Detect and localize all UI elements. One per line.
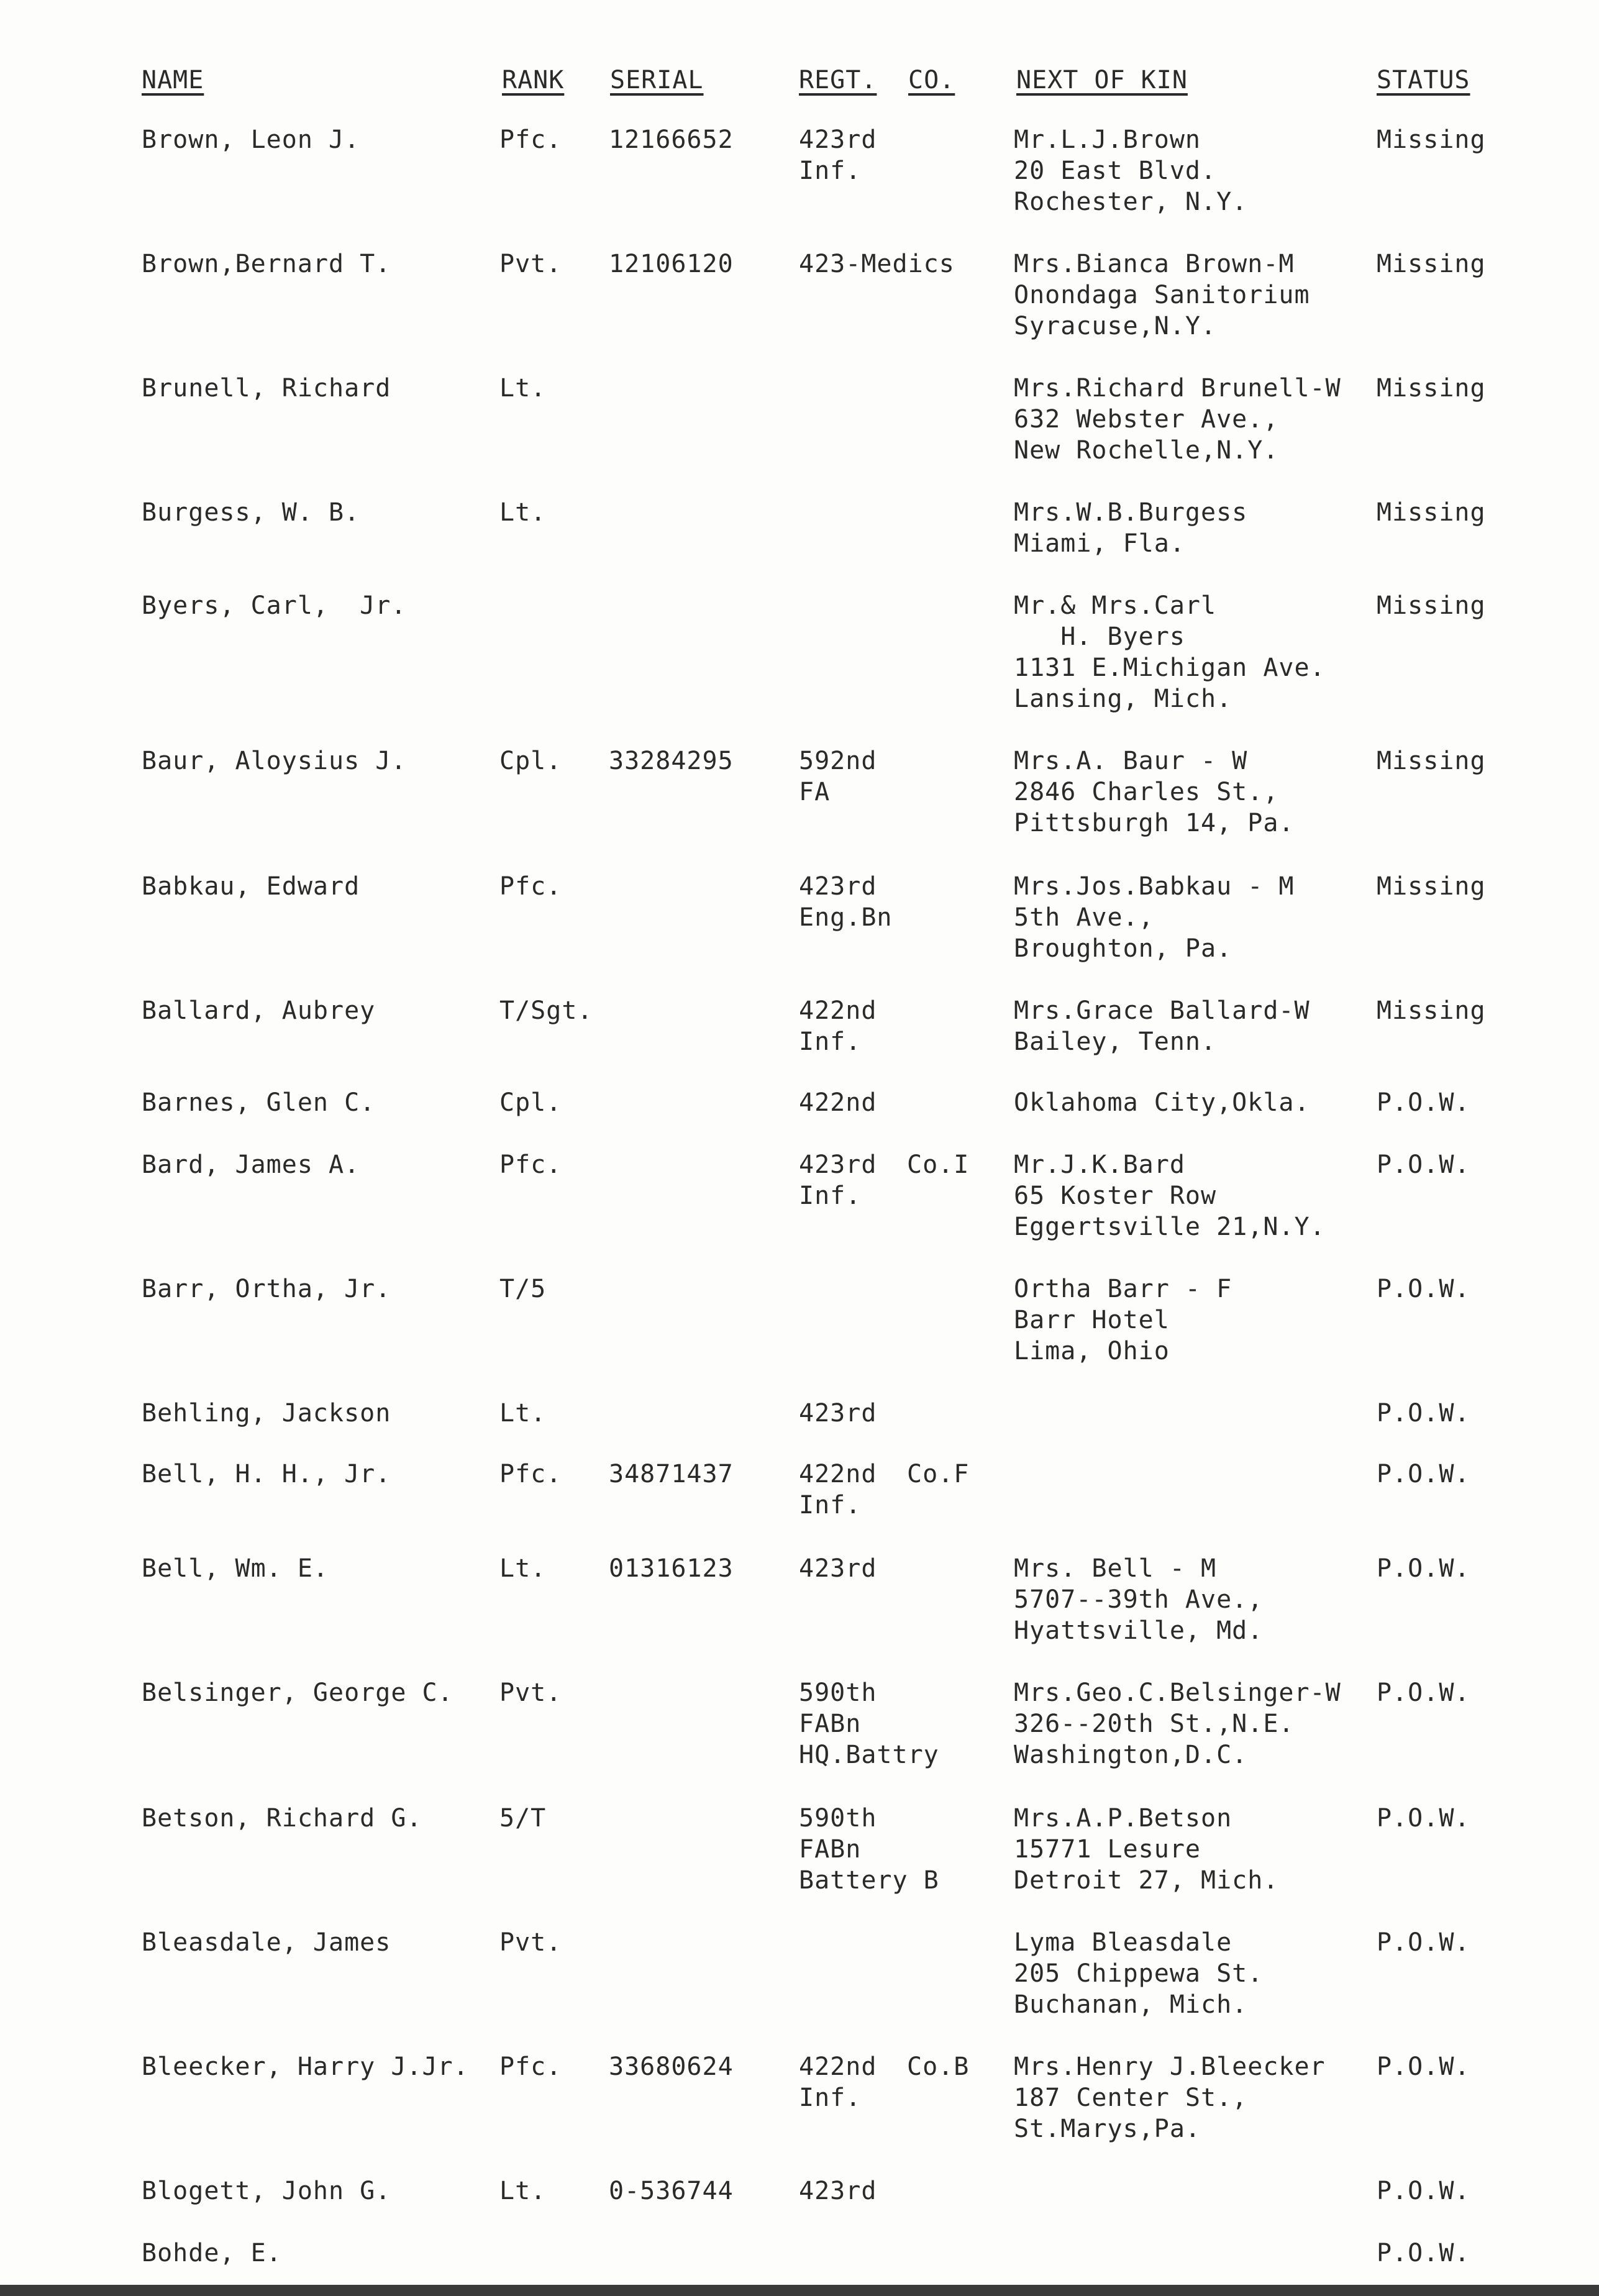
cell-rank: Lt. (499, 498, 547, 527)
header-serial: SERIAL (610, 66, 704, 94)
cell-rank: Lt. (499, 2177, 547, 2205)
cell-next-of-kin-line: Mrs.Richard Brunell-W (1014, 374, 1341, 403)
cell-rank: Lt. (499, 374, 547, 403)
cell-next-of-kin-line: Mrs. Bell - M (1014, 1554, 1217, 1583)
header-status: STATUS (1377, 66, 1470, 94)
cell-status: Missing (1377, 591, 1486, 620)
cell-status: P.O.W. (1377, 1150, 1470, 1179)
cell-name: Bell, Wm. E. (142, 1554, 329, 1583)
cell-status: Missing (1377, 747, 1486, 775)
cell-next-of-kin-line: 1131 E.Michigan Ave. (1014, 654, 1326, 682)
cell-regt-line: Eng.Bn (799, 903, 893, 932)
cell-regt-line: 422nd (799, 1088, 877, 1117)
cell-status: P.O.W. (1377, 2052, 1470, 2081)
cell-rank: Pfc. (499, 2052, 562, 2081)
header-rank: RANK (502, 66, 565, 94)
cell-name: Bard, James A. (142, 1150, 360, 1179)
cell-regt (799, 2175, 877, 2207)
cell-next-of-kin (1014, 497, 1247, 559)
cell-regt (799, 1459, 877, 1521)
cell-name: Bleasdale, James (142, 1928, 391, 1957)
cell-next-of-kin-line: 326--20th St.,N.E. (1014, 1710, 1295, 1738)
cell-serial: 01316123 (609, 1554, 734, 1583)
header-regt: REGT. (799, 66, 877, 94)
cell-regt-line: Inf. (799, 1027, 862, 1056)
cell-next-of-kin (1014, 2051, 1326, 2144)
cell-serial: 33284295 (609, 747, 734, 775)
cell-next-of-kin (1014, 1273, 1232, 1367)
cell-next-of-kin-line: 205 Chippewa St. (1014, 1959, 1264, 1988)
cell-regt-line: 423rd (799, 1150, 877, 1179)
cell-rank: Pfc. (499, 1150, 562, 1179)
cell-regt (799, 248, 955, 280)
cell-rank: Pvt. (499, 1928, 562, 1957)
cell-rank: Cpl. (499, 1088, 562, 1117)
cell-name: Blogett, John G. (142, 2177, 391, 2205)
cell-regt (799, 871, 893, 933)
cell-regt (799, 1087, 877, 1118)
cell-next-of-kin (1014, 590, 1326, 714)
cell-name: Byers, Carl, Jr. (142, 591, 407, 620)
cell-next-of-kin-line: 2846 Charles St., (1014, 778, 1279, 806)
header-next-of-kin: NEXT OF KIN (1016, 66, 1188, 94)
cell-regt-line: 423rd (799, 1399, 877, 1428)
cell-name: Brown, Leon J. (142, 125, 360, 154)
cell-status: P.O.W. (1377, 1460, 1470, 1488)
cell-next-of-kin-line: Mr.L.J.Brown (1014, 125, 1201, 154)
cell-name: Baur, Aloysius J. (142, 747, 407, 775)
cell-next-of-kin-line: Mrs.A. Baur - W (1014, 747, 1248, 775)
cell-name: Bell, H. H., Jr. (142, 1460, 391, 1488)
cell-next-of-kin-line: Syracuse,N.Y. (1014, 312, 1217, 340)
cell-rank: Lt. (499, 1554, 547, 1583)
cell-serial: 34871437 (609, 1460, 734, 1488)
cell-regt-line: Inf. (799, 1491, 862, 1519)
cell-next-of-kin-line: Mrs.A.P.Betson (1014, 1804, 1232, 1833)
cell-regt (799, 745, 877, 808)
cell-regt-line: FABn (799, 1835, 862, 1864)
cell-rank: Pfc. (499, 125, 562, 154)
cell-next-of-kin-line: Mrs.W.B.Burgess (1014, 498, 1248, 527)
cell-serial: 12106120 (609, 250, 734, 278)
cell-name: Betson, Richard G. (142, 1804, 422, 1833)
cell-next-of-kin-line: Washington,D.C. (1014, 1741, 1248, 1769)
cell-status: Missing (1377, 872, 1486, 901)
cell-next-of-kin (1014, 1087, 1310, 1118)
cell-regt (799, 1803, 939, 1896)
cell-regt (799, 1677, 939, 1770)
cell-regt-line: Inf. (799, 2084, 862, 2112)
cell-next-of-kin (1014, 248, 1310, 342)
cell-next-of-kin-line: Broughton, Pa. (1014, 934, 1232, 963)
cell-next-of-kin-line: 632 Webster Ave., (1014, 405, 1279, 434)
cell-status: Missing (1377, 374, 1486, 403)
cell-next-of-kin-line: Eggertsville 21,N.Y. (1014, 1213, 1326, 1241)
cell-regt-line: 423rd (799, 1554, 877, 1583)
cell-regt-line: 592nd (799, 747, 877, 775)
cell-rank: Pfc. (499, 1460, 562, 1488)
cell-status: P.O.W. (1377, 1679, 1470, 1707)
cell-next-of-kin (1014, 1927, 1263, 2020)
cell-status: P.O.W. (1377, 1804, 1470, 1833)
cell-next-of-kin-line: 187 Center St., (1014, 2084, 1248, 2112)
cell-next-of-kin (1014, 1803, 1278, 1896)
cell-next-of-kin-line: Mrs.Henry J.Bleecker (1014, 2052, 1326, 2081)
cell-rank: Cpl. (499, 747, 562, 775)
cell-regt-line: 590th (799, 1804, 877, 1833)
cell-regt-line: 423rd (799, 872, 877, 901)
cell-co: Co.I (907, 1150, 970, 1179)
cell-next-of-kin-line: New Rochelle,N.Y. (1014, 436, 1279, 465)
cell-next-of-kin-line: 15771 Lesure (1014, 1835, 1201, 1864)
cell-rank: Pfc. (499, 872, 562, 901)
cell-next-of-kin (1014, 1149, 1326, 1242)
cell-regt-line: Battery B (799, 1866, 939, 1895)
cell-next-of-kin-line: Mr.& Mrs.Carl (1014, 591, 1217, 620)
cell-regt-line: 590th (799, 1679, 877, 1707)
cell-name: Burgess, W. B. (142, 498, 360, 527)
cell-regt-line: 422nd (799, 1460, 877, 1488)
cell-next-of-kin-line: Miami, Fla. (1014, 529, 1185, 558)
cell-name: Ballard, Aubrey (142, 996, 376, 1025)
cell-next-of-kin-line: Barr Hotel (1014, 1306, 1170, 1334)
cell-next-of-kin-line: 5707--39th Ave., (1014, 1585, 1264, 1614)
cell-next-of-kin-line: Mr.J.K.Bard (1014, 1150, 1185, 1179)
cell-next-of-kin-line: Ortha Barr - F (1014, 1275, 1232, 1303)
cell-rank: T/Sgt. (499, 996, 593, 1025)
cell-regt (799, 1398, 877, 1429)
cell-next-of-kin-line: Mrs.Jos.Babkau - M (1014, 872, 1295, 901)
cell-co: Co.B (907, 2052, 970, 2081)
cell-next-of-kin (1014, 745, 1294, 839)
cell-next-of-kin (1014, 373, 1341, 466)
cell-name: Brown,Bernard T. (142, 250, 391, 278)
page-edge (0, 2285, 1599, 2296)
cell-next-of-kin-line: Onondaga Sanitorium (1014, 281, 1310, 309)
cell-status: P.O.W. (1377, 1088, 1470, 1117)
cell-next-of-kin (1014, 124, 1247, 217)
cell-next-of-kin (1014, 1677, 1341, 1770)
cell-next-of-kin-line: Lyma Bleasdale (1014, 1928, 1232, 1957)
cell-name: Brunell, Richard (142, 374, 391, 403)
cell-status: Missing (1377, 498, 1486, 527)
cell-status: P.O.W. (1377, 1399, 1470, 1428)
cell-name: Bleecker, Harry J.Jr. (142, 2052, 469, 2081)
cell-next-of-kin-line: Mrs.Bianca Brown-M (1014, 250, 1295, 278)
cell-rank: Lt. (499, 1399, 547, 1428)
cell-serial: 12166652 (609, 125, 734, 154)
cell-regt (799, 2051, 877, 2113)
header-name: NAME (142, 66, 204, 94)
cell-regt (799, 124, 877, 186)
cell-next-of-kin-line: 65 Koster Row (1014, 1182, 1217, 1210)
cell-next-of-kin-line: H. Byers (1014, 622, 1185, 651)
cell-regt (799, 995, 877, 1057)
cell-status: Missing (1377, 250, 1486, 278)
cell-status: P.O.W. (1377, 1275, 1470, 1303)
cell-name: Barr, Ortha, Jr. (142, 1275, 391, 1303)
cell-next-of-kin-line: 5th Ave., (1014, 903, 1154, 932)
cell-name: Barnes, Glen C. (142, 1088, 376, 1117)
cell-serial: 33680624 (609, 2052, 734, 2081)
cell-co: Co.F (907, 1460, 970, 1488)
cell-regt-line: 423-Medics (799, 250, 955, 278)
cell-name: Bohde, E. (142, 2239, 282, 2267)
cell-next-of-kin-line: Mrs.Grace Ballard-W (1014, 996, 1310, 1025)
cell-next-of-kin-line: Lima, Ohio (1014, 1337, 1170, 1365)
cell-rank: Pvt. (499, 1679, 562, 1707)
cell-regt-line: 423rd (799, 125, 877, 154)
cell-next-of-kin-line: Detroit 27, Mich. (1014, 1866, 1279, 1895)
cell-regt-line: Inf. (799, 1182, 862, 1210)
cell-next-of-kin (1014, 1553, 1263, 1646)
cell-next-of-kin-line: Oklahoma City,Okla. (1014, 1088, 1310, 1117)
cell-rank: Pvt. (499, 250, 562, 278)
cell-next-of-kin-line: Buchanan, Mich. (1014, 1990, 1248, 2019)
cell-status: Missing (1377, 125, 1486, 154)
cell-regt (799, 1553, 877, 1584)
cell-regt-line: 423rd (799, 2177, 877, 2205)
cell-regt-line: 422nd (799, 996, 877, 1025)
cell-next-of-kin-line: St.Marys,Pa. (1014, 2115, 1201, 2143)
cell-next-of-kin-line: Mrs.Geo.C.Belsinger-W (1014, 1679, 1341, 1707)
cell-next-of-kin-line: Hyattsville, Md. (1014, 1616, 1264, 1645)
cell-next-of-kin-line: Rochester, N.Y. (1014, 188, 1248, 216)
cell-next-of-kin-line: Lansing, Mich. (1014, 685, 1232, 713)
header-co: CO. (908, 66, 955, 94)
cell-name: Babkau, Edward (142, 872, 360, 901)
cell-status: P.O.W. (1377, 1554, 1470, 1583)
cell-rank: T/5 (499, 1275, 547, 1303)
cell-status: Missing (1377, 996, 1486, 1025)
cell-rank: 5/T (499, 1804, 547, 1833)
cell-next-of-kin-line: Pittsburgh 14, Pa. (1014, 809, 1295, 837)
cell-next-of-kin (1014, 871, 1294, 964)
cell-next-of-kin-line: Bailey, Tenn. (1014, 1027, 1217, 1056)
cell-regt-line: Inf. (799, 157, 862, 185)
cell-next-of-kin (1014, 995, 1310, 1057)
cell-regt-line: FA (799, 778, 831, 806)
cell-status: P.O.W. (1377, 1928, 1470, 1957)
cell-regt-line: HQ.Battry (799, 1741, 939, 1769)
cell-regt-line: FABn (799, 1710, 862, 1738)
cell-regt (799, 1149, 877, 1211)
cell-name: Behling, Jackson (142, 1399, 391, 1428)
cell-status: P.O.W. (1377, 2177, 1470, 2205)
cell-status: P.O.W. (1377, 2239, 1470, 2267)
cell-next-of-kin-line: 20 East Blvd. (1014, 157, 1217, 185)
cell-serial: 0-536744 (609, 2177, 734, 2205)
cell-regt-line: 422nd (799, 2052, 877, 2081)
cell-name: Belsinger, George C. (142, 1679, 453, 1707)
